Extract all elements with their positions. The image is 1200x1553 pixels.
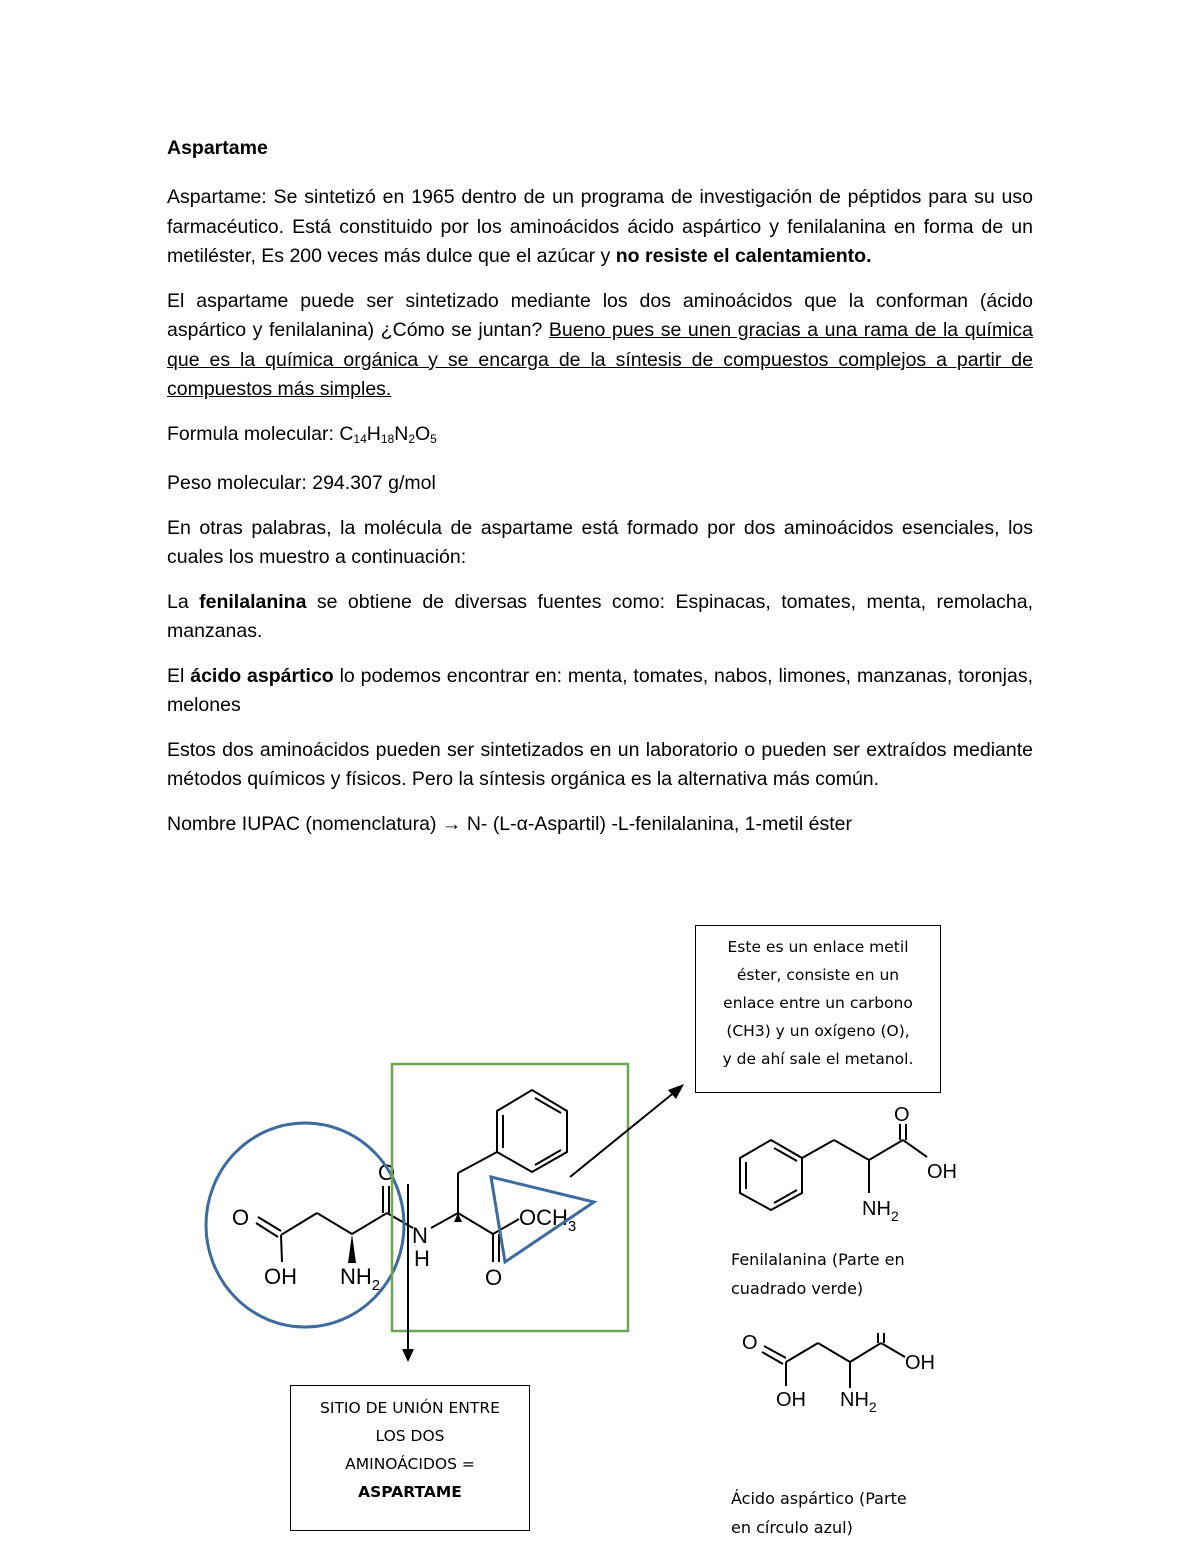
paragraph-aspartic: El ácido aspártico lo podemos encontrar en: menta, tomates, nabos, limones, manzanas, toronjas, melones [167, 664, 1033, 716]
heading: Aspartame [167, 137, 268, 159]
amine-label: $NH_2$ [340, 1264, 381, 1294]
asp-amine-label: $NH_2$ [840, 1389, 877, 1415]
wedge-bond-left [348, 1234, 356, 1263]
oxygen-left-label: O [232, 1205, 250, 1230]
union-callout-box [290, 1385, 530, 1531]
aspartic-skeleton [762, 1333, 905, 1388]
union-line-bold: ASPARTAME [358, 1483, 462, 1501]
formula-value: $C_{14}H_{18}N_2O_5$ [339, 422, 437, 446]
ester-line-2: éster, consiste en un [736, 966, 900, 984]
phenylalanine-atom-labels [862, 1104, 957, 1224]
union-line-2: LOS DOS [375, 1427, 445, 1445]
right-arrow-icon: → [441, 812, 462, 835]
oxygen-top-label: O [378, 1160, 396, 1185]
union-line-3: AMINOÁCIDOS = [345, 1455, 475, 1473]
phenylalanine-caption [731, 1245, 905, 1303]
ester-callout-box [695, 925, 941, 1093]
hydroxyl-left-label: OH [264, 1264, 297, 1289]
formula-label: Formula molecular: [167, 422, 340, 445]
nitrogen-label: N [412, 1223, 428, 1248]
union-arrowhead-icon [402, 1349, 414, 1362]
ester-line-3: enlace entre un carbono [723, 994, 913, 1012]
methoxy-label: $OCH_3$ [519, 1205, 577, 1235]
ester-line-5: y de ahí sale el metanol. [722, 1050, 914, 1068]
paragraph-weight: Peso molecular: 294.307 g/mol [167, 472, 436, 494]
asp-caption-line-2: en círculo azul) [731, 1518, 853, 1537]
aspartic-bold: ácido aspártico [190, 664, 334, 687]
hydrogen-label: H [414, 1246, 430, 1271]
synthesis-underlined: Bueno pues se unen gracias a una rama de la química que es la química orgánica y se encarga de la síntesis de compuestos complejos a partir de compuestos más simples. [167, 319, 1033, 400]
paragraph-amino-acids: En otras palabras, la molécula de aspartame está formado por dos aminoácidos esenciales, los cuales los muestro a continuación: [167, 516, 1033, 568]
phe-hydroxyl-label: OH [927, 1161, 957, 1183]
phe-oxygen-label: O [894, 1104, 910, 1126]
intro-bold: no resiste el calentamiento. [615, 245, 872, 267]
iupac-label: Nombre IUPAC (nomenclatura) [167, 812, 442, 835]
oxygen-bottom-label: O [485, 1265, 503, 1290]
intro-text: Aspartame: Se sintetizó en 1965 dentro de un programa de investigación de péptidos para su uso farmacéutico. Está constituido por los aminoácidos ácido aspártico y fenilalanina en forma de un metiléster, Es 200 veces más dulce que el azúcar y [167, 186, 1033, 267]
phenylalanine-bold: fenilalanina [199, 590, 307, 613]
phenylalanine-skeleton [740, 1124, 927, 1210]
asp-caption-line-1: Ácido aspártico (Parte [731, 1489, 907, 1508]
asp-hydroxyl-right-label: OH [905, 1352, 935, 1374]
asp-hydroxyl-left-label: OH [776, 1389, 806, 1411]
ester-arrow-line [570, 1091, 676, 1177]
iupac-value: N- (L-α-Aspartil) -L-fenilalanina, 1-metil éster [461, 812, 852, 835]
ester-line-4: (CH3) y un oxígeno (O), [726, 1022, 910, 1040]
paragraph-lab: Estos dos aminoácidos pueden ser sintetizados en un laboratorio o pueden ser extraídos mediante métodos químicos y físicos. Pero la síntesis orgánica es la alternativa más común. [167, 738, 1033, 790]
asp-oxygen-label: O [742, 1332, 758, 1354]
phe-caption-line-2: cuadrado verde) [731, 1279, 864, 1298]
union-line-1: SITIO DE UNIÓN ENTRE [320, 1399, 500, 1417]
paragraph-phenylalanine: La fenilalanina se obtiene de diversas fuentes como: Espinacas, tomates, menta, remolacha, manzanas. [167, 590, 1034, 642]
ester-line-1: Este es un enlace metil [727, 938, 909, 956]
phe-amine-label: $NH_2$ [862, 1198, 899, 1224]
aspartic-atom-labels [742, 1332, 935, 1415]
phe-caption-line-1: Fenilalanina (Parte en [731, 1250, 905, 1269]
synthesis-text: El aspartame puede ser sintetizado mediante los dos aminoácidos que la conforman (ácido aspártico y fenilalanina) ¿Cómo se juntan? [167, 289, 1033, 341]
aspartic-caption [731, 1484, 907, 1542]
